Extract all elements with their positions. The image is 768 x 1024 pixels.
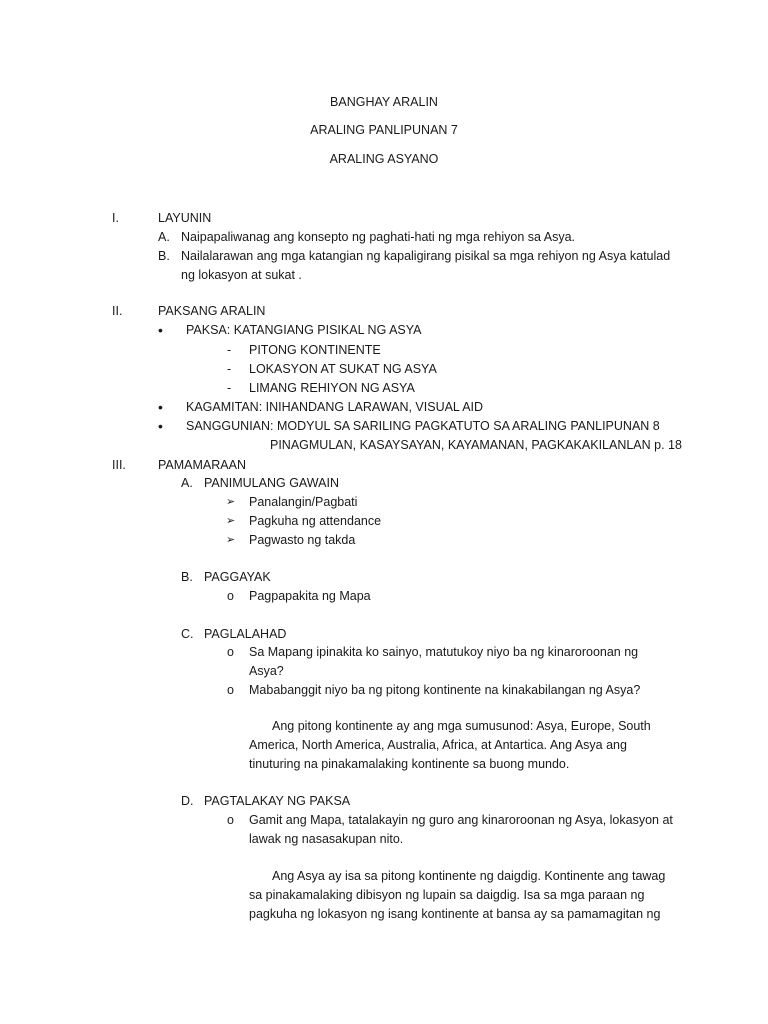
- activity-item: Panalangin/Pagbati: [249, 495, 358, 509]
- objective-item: Naipapaliwanag ang konsepto ng paghati-hati ng mga rehiyon sa Asya.: [181, 230, 576, 244]
- kagamitan-label: KAGAMITAN: INIHANDANG LARAWAN, VISUAL AID: [186, 400, 484, 414]
- bullet-icon: •: [158, 322, 163, 338]
- doc-subject: ARALING PANLIPUNAN 7: [310, 123, 458, 137]
- list-marker: D.: [181, 794, 194, 808]
- section-number: II.: [112, 304, 123, 318]
- subsection-heading-paglalahad: PAGLALAHAD: [204, 627, 287, 641]
- paragraph-line: pagkuha ng lokasyon ng isang kontinente at bansa ay sa pamamagitan ng: [249, 907, 661, 921]
- section-heading-layunin: LAYUNIN: [158, 211, 212, 225]
- section-number: I.: [112, 211, 119, 225]
- subsection-heading-paggayak: PAGGAYAK: [204, 570, 271, 584]
- question-item: Sa Mapang ipinakita ko sainyo, matutukoy niyo ba ng kinaroroonan ng: [249, 645, 639, 659]
- circle-bullet-icon: o: [227, 683, 234, 697]
- circle-bullet-icon: o: [227, 813, 234, 827]
- discussion-item: Gamit ang Mapa, tatalakayin ng guro ang kinaroroonan ng Asya, lokasyon at: [249, 813, 673, 827]
- list-marker: A.: [158, 230, 170, 244]
- objective-item-continued: ng lokasyon at sukat .: [181, 268, 302, 282]
- objective-item: Nailalarawan ang mga katangian ng kapaligirang pisikal sa mga rehiyon ng Asya katulad: [181, 249, 671, 263]
- arrow-bullet-icon: ➢: [226, 534, 236, 546]
- paragraph-line: Ang pitong kontinente ay ang mga sumusunod: Asya, Europe, South: [272, 719, 651, 733]
- paksa-label: PAKSA: KATANGIANG PISIKAL NG ASYA: [186, 323, 422, 337]
- arrow-bullet-icon: ➢: [226, 515, 236, 527]
- subsection-heading-pagtalakay: PAGTALAKAY NG PAKSA: [204, 794, 351, 808]
- dash-icon: -: [227, 343, 232, 357]
- arrow-bullet-icon: ➢: [226, 496, 236, 508]
- activity-item: Pagkuha ng attendance: [249, 514, 382, 528]
- discussion-item-continued: lawak ng nasasakupan nito.: [249, 832, 404, 846]
- circle-bullet-icon: o: [227, 645, 234, 659]
- bullet-icon: •: [158, 399, 163, 415]
- section-heading-pamamaraan: PAMAMARAAN: [158, 458, 246, 472]
- subsection-heading-panimulang-gawain: PANIMULANG GAWAIN: [204, 476, 339, 490]
- paragraph-line: sa pinakamalaking dibisyon ng lupain sa daigdig. Isa sa mga paraan ng: [249, 888, 645, 902]
- activity-item: Pagpapakita ng Mapa: [249, 589, 371, 603]
- dash-icon: -: [227, 381, 232, 395]
- topic-subitem: LOKASYON AT SUKAT NG ASYA: [249, 362, 437, 376]
- question-item-continued: Asya?: [249, 664, 284, 678]
- list-marker: A.: [181, 476, 193, 490]
- paragraph-line: tinuturing na pinakamalaking kontinente sa buong mundo.: [249, 757, 570, 771]
- list-marker: B.: [158, 249, 170, 263]
- doc-title: BANGHAY ARALIN: [330, 95, 438, 109]
- paragraph-line: America, North America, Australia, Africa, at Antartica. Ang Asya ang: [249, 738, 627, 752]
- topic-subitem: PITONG KONTINENTE: [249, 343, 381, 357]
- doc-subtitle: ARALING ASYANO: [329, 152, 439, 166]
- sanggunian-label: SANGGUNIAN: MODYUL SA SARILING PAGKATUTO SA ARALING PANLIPUNAN 8: [186, 419, 660, 433]
- topic-subitem: LIMANG REHIYON NG ASYA: [249, 381, 415, 395]
- dash-icon: -: [227, 362, 232, 376]
- list-marker: C.: [181, 627, 194, 641]
- list-marker: B.: [181, 570, 193, 584]
- section-heading-paksang-aralin: PAKSANG ARALIN: [158, 304, 266, 318]
- circle-bullet-icon: o: [227, 589, 234, 603]
- bullet-icon: •: [158, 418, 163, 434]
- activity-item: Pagwasto ng takda: [249, 533, 356, 547]
- sanggunian-continued: PINAGMULAN, KASAYSAYAN, KAYAMANAN, PAGKAKAKILANLAN p. 18: [270, 438, 682, 452]
- paragraph-line: Ang Asya ay isa sa pitong kontinente ng daigdig. Kontinente ang tawag: [272, 869, 666, 883]
- section-number: III.: [112, 458, 126, 472]
- question-item: Mababanggit niyo ba ng pitong kontinente na kinakabilangan ng Asya?: [249, 683, 641, 697]
